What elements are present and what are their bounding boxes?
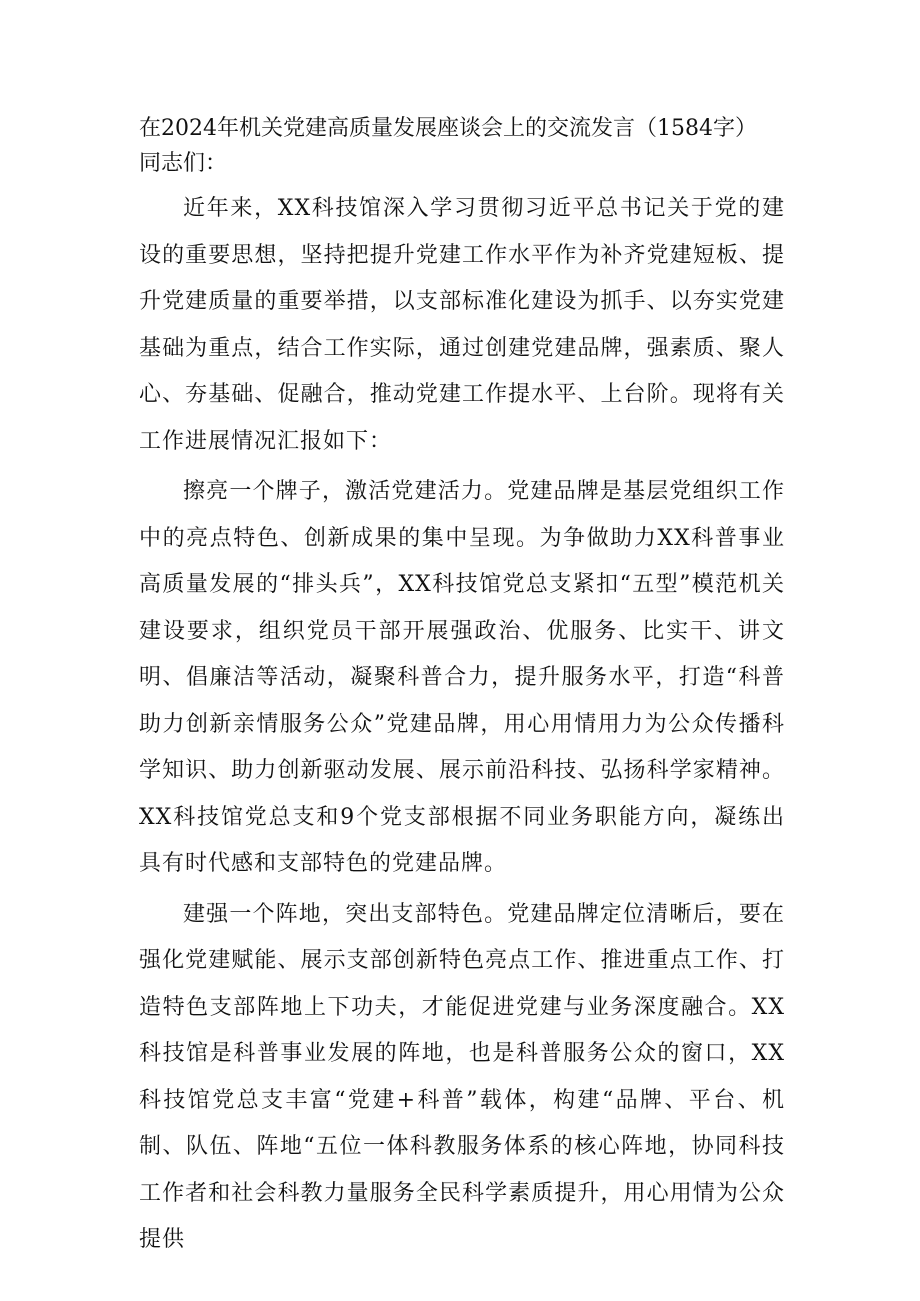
paragraph-position: 建强一个阵地，突出支部特色。党建品牌定位清晰后，要在强化党建赋能、展示支部创新特色亮点工作、推进重点工作、打造特色支部阵地上下功夫，才能促进党建与业务深度融合。XX科技馆是科普事业发展的阵地，也是科普服务公众的窗口，XX科技馆党总支丰富“党建+科普”载体，构建“品牌、平台、机制、队伍、阵地“五位一体科教服务体系的核心阵地，协同科技工作者和社会科教力量服务全民科学素质提升，用心用情为公众提供: [139, 901, 785, 1252]
document-body: [139, 112, 785, 1268]
paragraph-brand: 擦亮一个牌子，激活党建活力。党建品牌是基层党组织工作中的亮点特色、创新成果的集中呈现。为争做助力XX科普事业高质量发展的“排头兵”，XX科技馆党总支紧扣“五型”模范机关建设要求，组织党员干部开展强政治、优服务、比实干、讲文明、倡廉洁等活动，凝聚科普合力，提升服务水平，打造“科普助力创新亲情服务公众”党建品牌，用心用情用力为公众传播科学知识、助力创新驱动发展、展示前沿科技、弘扬科学家精神。XX科技馆党总支和9个党支部根据不同业务职能方向，凝练出具有时代感和支部特色的党建品牌。: [139, 479, 785, 876]
paragraph-intro: 近年来，XX科技馆深入学习贯彻习近平总书记关于党的建设的重要思想，坚持把提升党建工作水平作为补齐党建短板、提升党建质量的重要举措，以支部标准化建设为抓手、以夯实党建基础为重点，结合工作实际，通过创建党建品牌，强素质、聚人心、夯基础、促融合，推动党建工作提水平、上台阶。现将有关工作进展情况汇报如下：: [139, 196, 785, 454]
salutation: 同志们：: [139, 151, 228, 176]
document-title: 在2024年机关党建高质量发展座谈会上的交流发言（1584字）: [139, 116, 757, 141]
